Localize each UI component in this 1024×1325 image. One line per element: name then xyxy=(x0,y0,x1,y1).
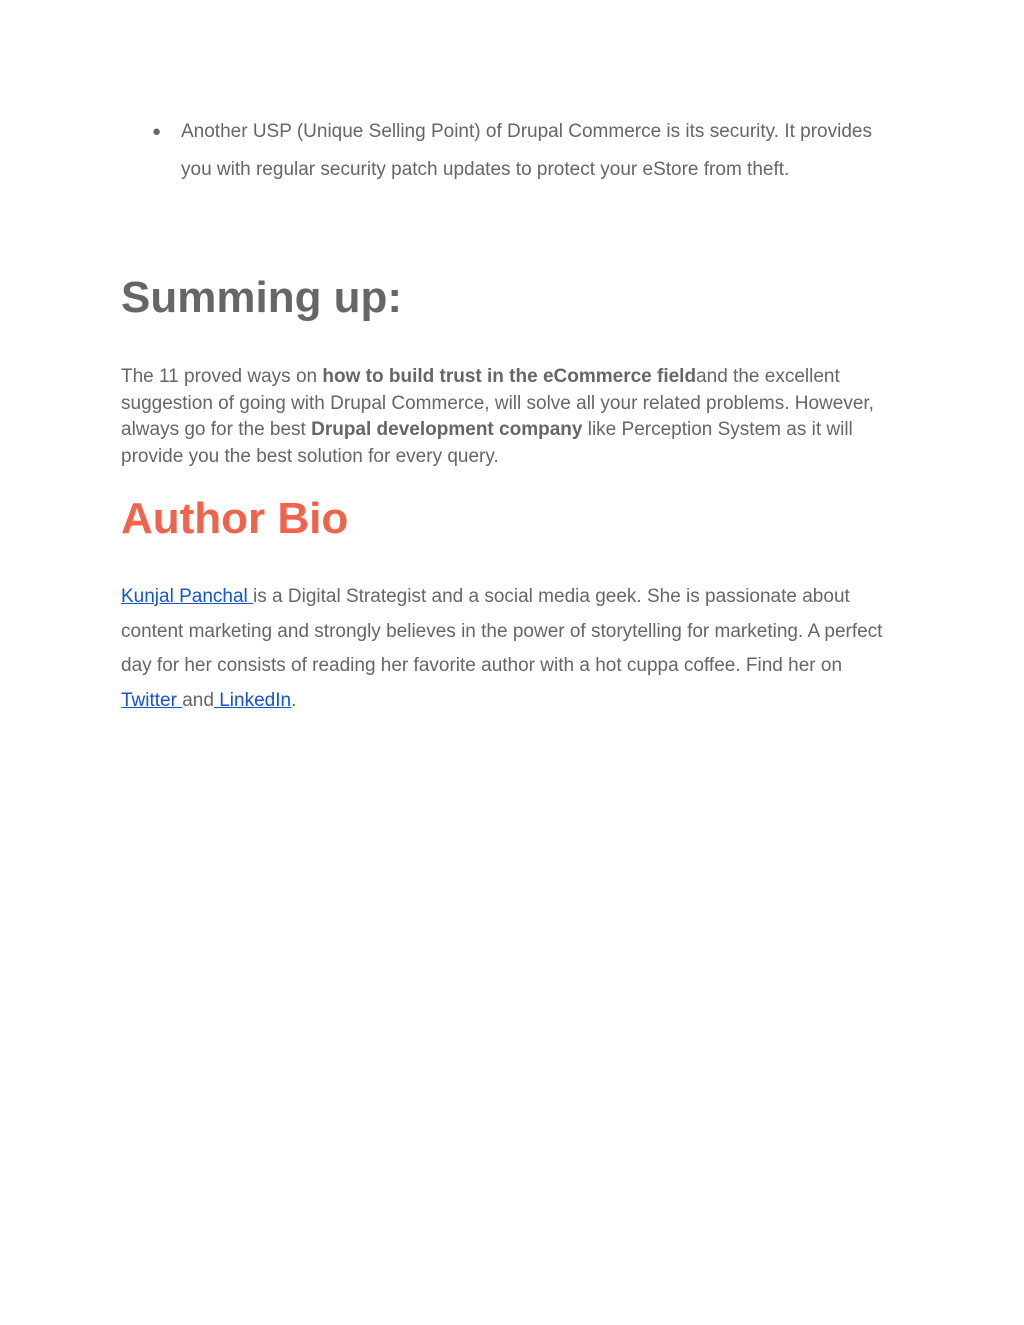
summing-up-heading: Summing up: xyxy=(121,273,403,322)
bio-text-3: . xyxy=(291,690,297,712)
summary-paragraph xyxy=(121,364,901,470)
author-bio-heading: Author Bio xyxy=(121,494,349,543)
summary-bold-2: Drupal development company xyxy=(311,419,583,440)
summary-text-3: like Perception System as it will provide you the best solution for every query. xyxy=(121,419,853,467)
linkedin-link[interactable]: LinkedIn xyxy=(213,690,292,712)
summary-text-1: The 11 proved ways on xyxy=(121,366,323,387)
author-name-link[interactable]: Kunjal Panchal xyxy=(121,586,254,607)
summary-text-2: and the excellent suggestion of going with Drupal Commerce, will solve all your related problems. However, always go for the best xyxy=(121,366,874,440)
twitter-link[interactable]: Twitter xyxy=(121,690,183,712)
summary-bold-1: how to build trust in the eCommerce field xyxy=(322,366,697,387)
bullet-list xyxy=(121,113,901,189)
list-item xyxy=(121,113,901,189)
bio-text-1: is a Digital Strategist and a social media geek. She is passionate about content marketing and strongly believes in the power of storytelling for marketing. A perfect day for her consists of reading her favorite author with a hot cuppa coffee. Find her on xyxy=(121,586,883,677)
bullet-icon: ● xyxy=(152,123,162,140)
author-bio-paragraph xyxy=(121,580,901,719)
bullet-text: Another USP (Unique Selling Point) of Drupal Commerce is its security. It provides you with regular security patch updates to protect your eStore from theft. xyxy=(181,121,872,180)
bio-text-2: and xyxy=(182,690,214,712)
